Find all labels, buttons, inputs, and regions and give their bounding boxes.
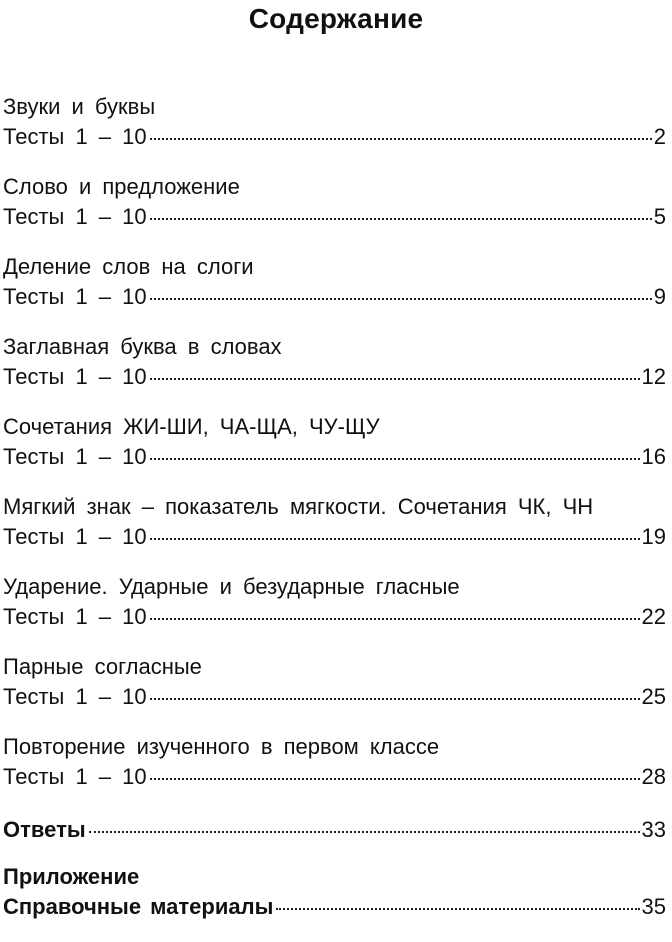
entry-label: Тесты 1 – 10 — [3, 364, 147, 389]
toc-section — [3, 572, 666, 652]
dot-leader — [150, 538, 640, 540]
toc-entry[interactable] — [3, 602, 666, 632]
dot-leader — [150, 778, 640, 780]
section-heading: Деление слов на слоги — [3, 254, 254, 279]
toc-entry[interactable] — [3, 762, 666, 792]
page-number: 9 — [653, 284, 666, 309]
toc-section — [3, 252, 666, 332]
dot-leader — [150, 458, 640, 460]
toc-list — [3, 92, 666, 942]
appendix-heading: Приложение — [3, 864, 140, 889]
entry-label: Тесты 1 – 10 — [3, 204, 147, 229]
section-heading: Слово и предложение — [3, 174, 240, 199]
page-title: Содержание — [248, 3, 424, 34]
entry-label: Тесты 1 – 10 — [3, 444, 147, 469]
toc-section — [3, 332, 666, 412]
dot-leader — [150, 618, 640, 620]
section-heading: Сочетания ЖИ-ШИ, ЧА-ЩА, ЧУ-ЩУ — [3, 414, 380, 439]
dot-leader — [150, 138, 652, 140]
page-number: 19 — [641, 524, 666, 549]
toc-section — [3, 492, 666, 572]
dot-leader — [276, 908, 639, 910]
page-number: 16 — [641, 444, 666, 469]
toc-section — [3, 92, 666, 172]
section-heading: Заглавная буква в словах — [3, 334, 282, 359]
answers-label: Ответы — [3, 817, 86, 842]
answers-entry[interactable] — [3, 815, 666, 845]
section-heading: Повторение изученного в первом классе — [3, 734, 440, 759]
toc-section — [3, 732, 666, 812]
entry-label: Тесты 1 – 10 — [3, 604, 147, 629]
page-number: 35 — [641, 894, 666, 919]
toc-entry[interactable] — [3, 282, 666, 312]
dot-leader — [150, 698, 640, 700]
dot-leader — [150, 218, 652, 220]
toc-section — [3, 412, 666, 492]
entry-label: Тесты 1 – 10 — [3, 284, 147, 309]
page-number: 12 — [641, 364, 666, 389]
page-number: 28 — [641, 764, 666, 789]
appendix-entry[interactable] — [3, 892, 666, 922]
toc-section-appendix — [3, 862, 666, 942]
dot-leader — [89, 831, 640, 833]
toc-entry[interactable] — [3, 442, 666, 472]
entry-label: Тесты 1 – 10 — [3, 764, 147, 789]
page-number: 5 — [653, 204, 666, 229]
dot-leader — [150, 298, 652, 300]
entry-label: Тесты 1 – 10 — [3, 124, 147, 149]
toc-entry[interactable] — [3, 362, 666, 392]
entry-label: Тесты 1 – 10 — [3, 524, 147, 549]
toc-section — [3, 172, 666, 252]
toc-section-answers — [3, 815, 666, 862]
section-heading: Мягкий знак – показатель мягкости. Сочетания ЧК, ЧН — [3, 494, 594, 519]
toc-entry[interactable] — [3, 522, 666, 552]
dot-leader — [150, 378, 640, 380]
toc-entry[interactable] — [3, 202, 666, 232]
page-number: 25 — [641, 684, 666, 709]
page-number: 33 — [641, 817, 666, 842]
section-heading: Звуки и буквы — [3, 94, 156, 119]
toc-entry[interactable] — [3, 122, 666, 152]
section-heading: Ударение. Ударные и безударные гласные — [3, 574, 460, 599]
toc-entry[interactable] — [3, 682, 666, 712]
appendix-label: Справочные материалы — [3, 894, 274, 919]
page-number: 22 — [641, 604, 666, 629]
page-number: 2 — [653, 124, 666, 149]
entry-label: Тесты 1 – 10 — [3, 684, 147, 709]
section-heading: Парные согласные — [3, 654, 202, 679]
toc-section — [3, 652, 666, 732]
